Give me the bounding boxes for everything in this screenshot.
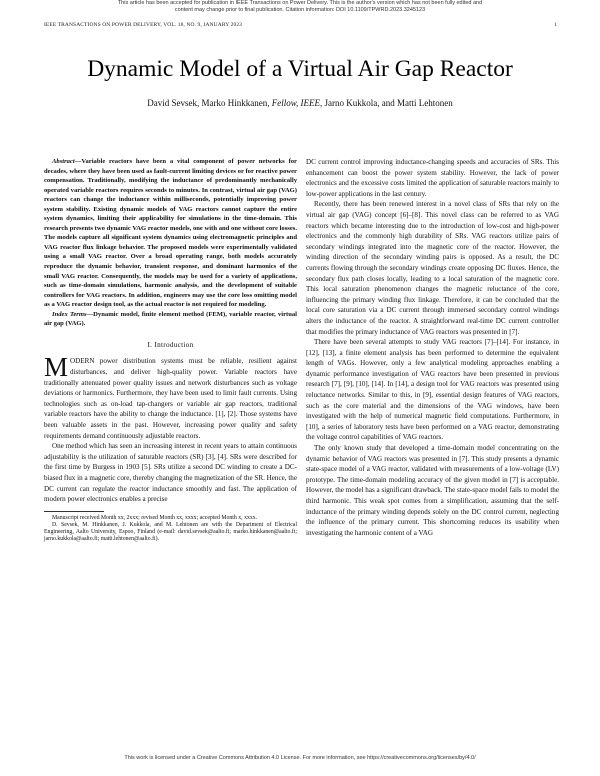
intro-paragraph-3: DC current control improving inductance-changing speeds and accuracies of SRs. This enhancement can boost the power system stability. However, the lack of power electronics and the excessive costs limited the application of saturable reactors mainly to low-power applications in the last century. bbox=[306, 158, 559, 198]
drop-cap: M bbox=[44, 352, 69, 383]
section-heading-introduction: I. Introduction bbox=[147, 340, 194, 349]
footnote-affiliations: D. Sevsek, M. Hinkkanen, J. Kukkola, and M. Lehtonen are with the Department of Electrical Engineering, Aalto University, Espoo, Finland (e-mail: david.sevsek@aalto.fi; marko.hinkkanen@aalto.fi; jarno.kukkola@aalto.fi; matti.lehtonen@aalto.fi). bbox=[44, 521, 297, 543]
intro-paragraph-6: The only known study that developed a time-domain model concentrating on the dynamic behavior of VAG reactors was presented in [7]. This study presents a dynamic state-space model of a VAG reactor, validated with measurements of a low-voltage (LV) prototype. The time-domain modeling accuracy of the given model in [7] is acceptable. However, the model has a significant drawback. The state-space model fails to model the third harmonic. This weak spot comes from a simplification, assuming that the self-inductance of the primary winding depends solely on the DC control current, neglecting the influence of the primary current. This shortcoming reduces its usability when investigating the harmonic content of a VAG bbox=[306, 444, 559, 537]
intro-paragraph-5: There have been several attempts to study VAG reactors [7]–[14]. For instance, in [12], [13], a finite element analysis has been performed to determine the equivalent length of VAGs. However, only a few analytical modeling approaches enabling a dynamic performance investigation of VAG reactors have been presented in previous research [7], [9], [10], [14]. In [14], a design tool for VAG reactors was presented using reluctance networks. Similar to this, in [9], essential design features of VAG reactors, such as the core material and the dimensions of the VAG windows, have been investigated with the help of numerical magnetic field computations. Furthermore, in [10], a series of laboratory tests have been performed on a VAG reactor, demonstrating the voltage control capabilities of VAG reactors. bbox=[306, 338, 559, 442]
intro-paragraph-1-text: ODERN power distribution systems must be reliable, resilient against disturbances, and deliver high-quality power. Variable reactors have traditionally attenuated power quality issues and network disturbances such as voltage deviations or harmonics. Furthermore, they have been used to limit fault currents. Using technologies such as on-load tap-changers or variable air gap reactors, traditional variable reactors have the ability to change the inductance. [1], [2]. Those systems have been valuable assets in the past. However, increasing power quality and safety requirements demand continuously adjustable reactors. bbox=[44, 357, 297, 440]
index-terms bbox=[44, 310, 297, 329]
index-terms-label: Index Terms bbox=[52, 310, 87, 318]
author-affiliation-title: Fellow, IEEE bbox=[271, 98, 321, 108]
left-column bbox=[44, 157, 297, 544]
authors-part-2: , Jarno Kukkola, and Matti Lehtonen bbox=[320, 98, 453, 108]
page-number: 1 bbox=[554, 22, 557, 28]
intro-paragraph-2: One method which has seen an increasing interest in recent years to attain continuous adjustability is the utilization of saturable reactors (SR) [3], [4]. SRs were described for the first time by Burgess in 1903 [5]. SRs utilize a second DC winding to create a DC-biased flux in a magnetic core, thereby changing the magnetization of the SR. Hence, the DC current can regulate the reactor inductance smoothly and fast. The application of modern power electronics enables a precise bbox=[44, 442, 297, 504]
footnote-manuscript-dates: Manuscript received Month xx, 2xxx; revised Month xx, xxxx; accepted Month x, xxxx. bbox=[52, 514, 258, 521]
publication-banner bbox=[0, 0, 600, 14]
footnote bbox=[44, 515, 297, 544]
journal-info: IEEE TRANSACTIONS ON POWER DELIVERY, VOL. 18, NO. 9, JANUARY 2023 bbox=[44, 22, 243, 28]
footnote-divider bbox=[44, 511, 104, 512]
abstract bbox=[44, 157, 297, 310]
banner-line-1: This article has been accepted for publication in IEEE Transactions on Power Delivery. This is the author's version which has not been fully edited and bbox=[117, 0, 483, 6]
running-head bbox=[44, 22, 557, 30]
license-footer: This work is licensed under a Creative Commons Attribution 4.0 License. For more information, see https://creativecommons.org/licenses/by/4.0/ bbox=[124, 755, 476, 761]
index-terms-text: —Dynamic model, finite element method (FEM), variable reactor, virtual air gap (VAG). bbox=[44, 310, 298, 328]
intro-paragraph-4: Recently, there has been renewed interest in a novel class of SRs that rely on the virtual air gap (VAG) concept [6]–[8]. This novel class can be referred to as VAG reactors which became interesting due to the introduction of low-cost and high-power electronics and the commonly high durability of SRs. VAG reactors utilize pairs of secondary windings integrated into the magnetic core of the reactor. However, the winding direction of the secondary winding pairs is opposed. As a result, the DC currents flowing through the secondary windings create opposing DC fluxes. Hence, the secondary flux path closes locally, leading to a local saturation of the magnetic core. This local saturation phenomenon changes the magnetic reluctance of the core, influencing the primary winding flux linkage. Therefore, it can be concluded that the local core saturation via a DC current through immersed secondary control windings alters the inductance of the reactor. A straightforward real-time DC current controller that modifies the primary inductance of VAG reactors was presented in [7]. bbox=[306, 200, 559, 336]
authors-part-1: David Sevsek, Marko Hinkkanen, bbox=[147, 98, 272, 108]
right-column bbox=[306, 157, 559, 538]
abstract-text: —Variable reactors have been a vital component of power networks for decades, where they have been used as fault-current limiting devices or for reactive power compensation. Traditionally, modifying the inductance of predominantly mechanically operated variable reactors requires seconds to minutes. In contrast, virtual air gap (VAG) reactors can change the inductance within milliseconds, potentially improving power system stability. Existing dynamic models of VAG reactors cannot capture the entire system dynamics, limiting their applicability for simulations in the time-domain. This research presents two dynamic VAG reactor models, one with and one without core losses. The models capture all significant system dynamics using electromagnetic principles and VAG reactor flux linkage behavior. The proposed models were experimentally validated using a small VAG reactor. Over a broad operating range, both models accurately reproduce the dynamic behavior, transient response, and dominant harmonics of the small VAG reactor. Consequently, the models may be used for a variety of applications, such as time-domain simulations, harmonic analysis, and the development of suitable controllers for VAG reactors. In addition, engineers may use the core loss omitting model as a VAG reactor design tool, as the actual reactor is not required for modeling. bbox=[44, 158, 297, 309]
author-list bbox=[0, 98, 600, 108]
banner-line-2: content may change prior to final publication. Citation information: DOI 10.1109/TPWRD.2023.3245123 bbox=[174, 7, 426, 13]
paper-title: Dynamic Model of a Virtual Air Gap Reactor bbox=[87, 56, 513, 82]
intro-paragraph-1 bbox=[44, 352, 297, 441]
abstract-label: Abstract bbox=[52, 158, 75, 165]
